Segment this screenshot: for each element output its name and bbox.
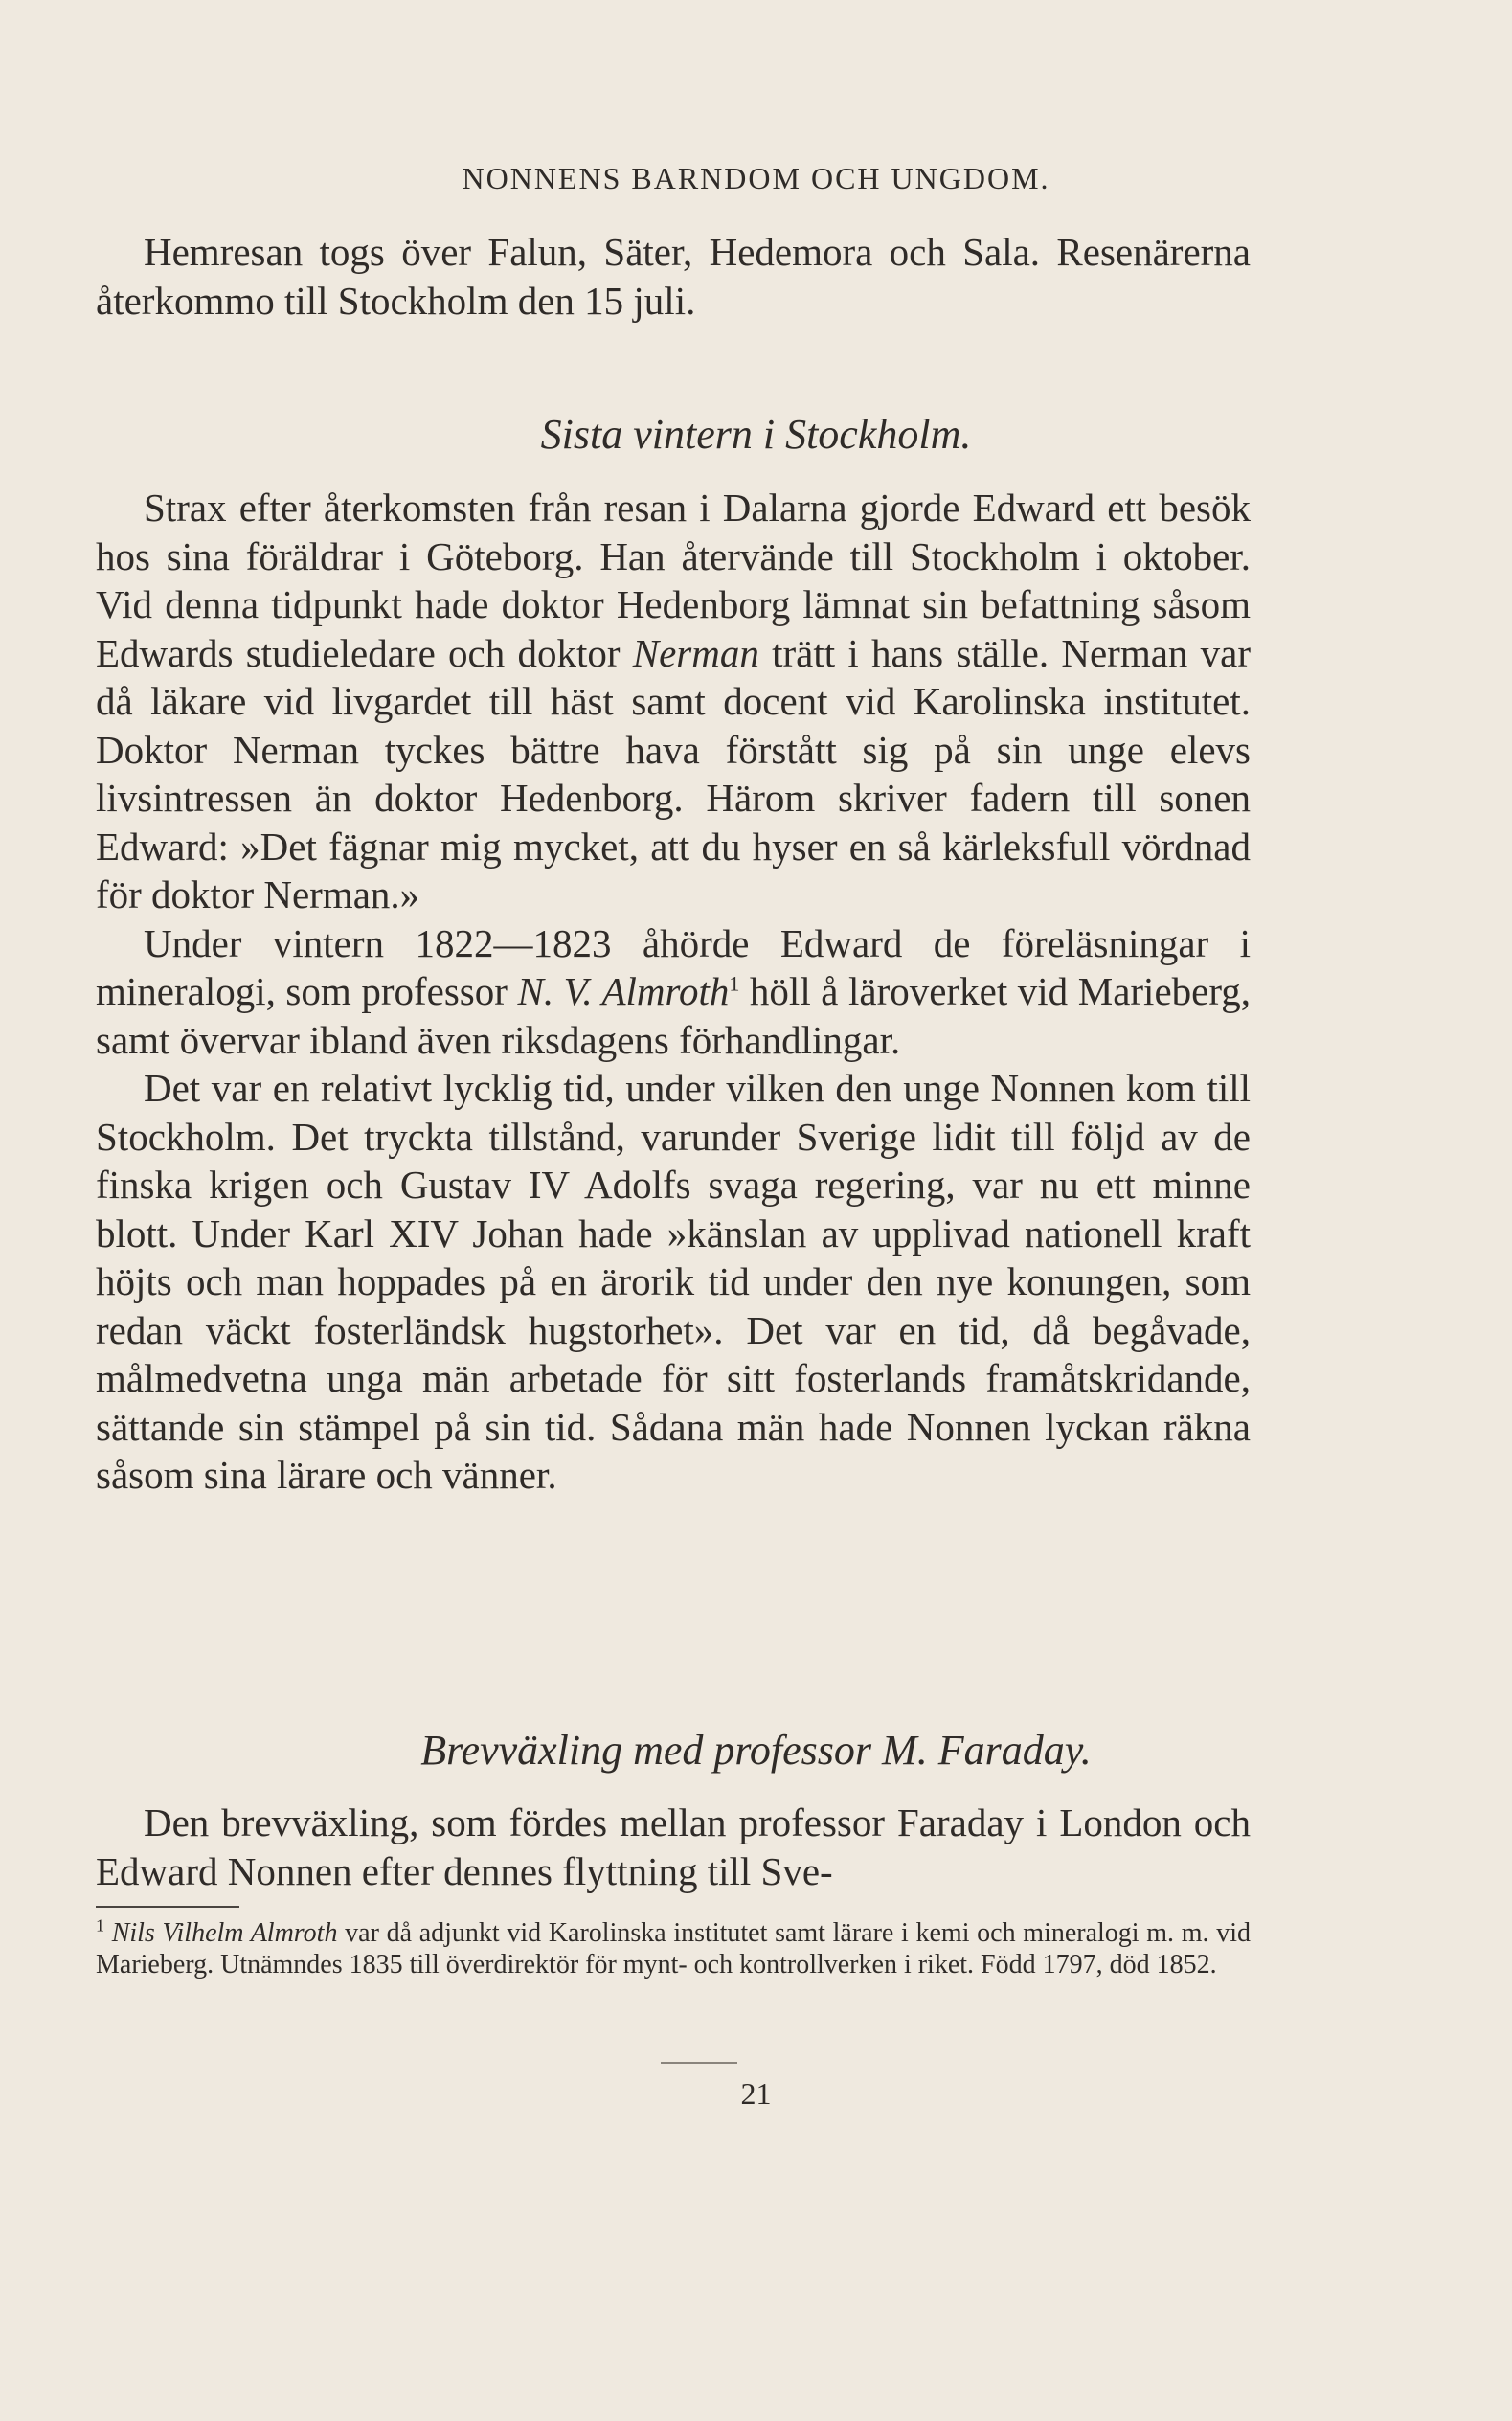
running-head: NONNENS BARNDOM OCH UNGDOM. — [462, 161, 1050, 195]
footnote-rule — [96, 1906, 239, 1908]
intro-paragraph: Hemresan togs över Falun, Säter, Hedemora och Sala. Resenärerna återkommo till Stockholm den 15 juli. — [96, 230, 1251, 323]
person-name: Nerman — [632, 630, 759, 675]
footnote-text: var då adjunkt vid Karolinska institutet samt lärare i kemi och mineralogi m. m. vid Marieberg. Utnämndes 1835 till överdirektör för mynt- och kontrollverken i riket. Född 1797, död 1852. — [96, 1918, 1251, 1980]
person-name: N. V. Almroth — [517, 969, 730, 1013]
paragraph-text: trätt i hans ställe. Nerman var då läkare vid livgardet till häst samt docent vid Karolinska institutet. Doktor Nerman tyckes bättre hava förstått sig på sin unge elevs livsintressen än doktor Hedenborg. Härom skriver fadern till sonen Edward: »Det fägnar mig mycket, att du hyser en så kärleksfull vördnad för doktor Nerman.» — [96, 630, 1252, 916]
section-sista-vintern-body — [96, 484, 1251, 1500]
paragraph-text: höll å läroverket vid Marieberg, samt övervar ibland även riksdagens förhandlingar. — [96, 969, 1251, 1062]
section-heading-sista-vintern: Sista vintern i Stockholm. — [540, 411, 972, 458]
footnote-marker: 1 — [96, 1915, 104, 1935]
paragraph: Det var en relativt lycklig tid, under vilken den unge Nonnen kom till Stockholm. Det tryckta tillstånd, varunder Sverige lidit till följd av de finska krigen och Gustav IV Adolfs svaga regering, var nu ett minne blott. Under Karl XIV Johan hade »känslan av upplivad nationell kraft höjts och man hoppades på en ärorik tid under den nye konungen, som redan väckt fosterländsk hugstorhet». Det var en tid, då begåvade, målmedvetna unga män arbetade för sitt fosterlands framåtskridande, sättande sin stämpel på sin tid. Sådana män hade Nonnen lyckan räkna såsom sina lärare och vänner. — [96, 1066, 1251, 1497]
page-number-rule — [661, 2062, 737, 2064]
page-number: 21 — [740, 2076, 772, 2111]
paragraph — [96, 919, 1251, 1065]
paragraph-text: Under vintern 1822—1823 åhörde Edward de föreläsningar i mineralogi, som professor — [96, 920, 1251, 1013]
intro-paragraph-block — [96, 228, 1251, 325]
paragraph: Den brevväxling, som fördes mellan professor Faraday i London och Edward Nonnen efter dennes flyttning till Sve- — [96, 1800, 1251, 1893]
footnote — [96, 1917, 1251, 1980]
paragraph — [96, 484, 1251, 919]
section-heading-brevvaxling: Brevväxling med professor M. Faraday. — [420, 1727, 1092, 1774]
footnote-name: Nils Vilhelm Almroth — [111, 1918, 338, 1948]
paragraph-text: Strax efter återkomsten från resan i Dalarna gjorde Edward ett besök hos sina föräldrar i Göteborg. Han återvände till Stockholm i oktober. Vid denna tidpunkt hade doktor Hedenborg lämnat sin befattning såsom Edwards studieledare och doktor — [96, 486, 1251, 675]
footnote-reference: 1 — [729, 971, 740, 996]
section-brevvaxling-body — [96, 1799, 1251, 1895]
